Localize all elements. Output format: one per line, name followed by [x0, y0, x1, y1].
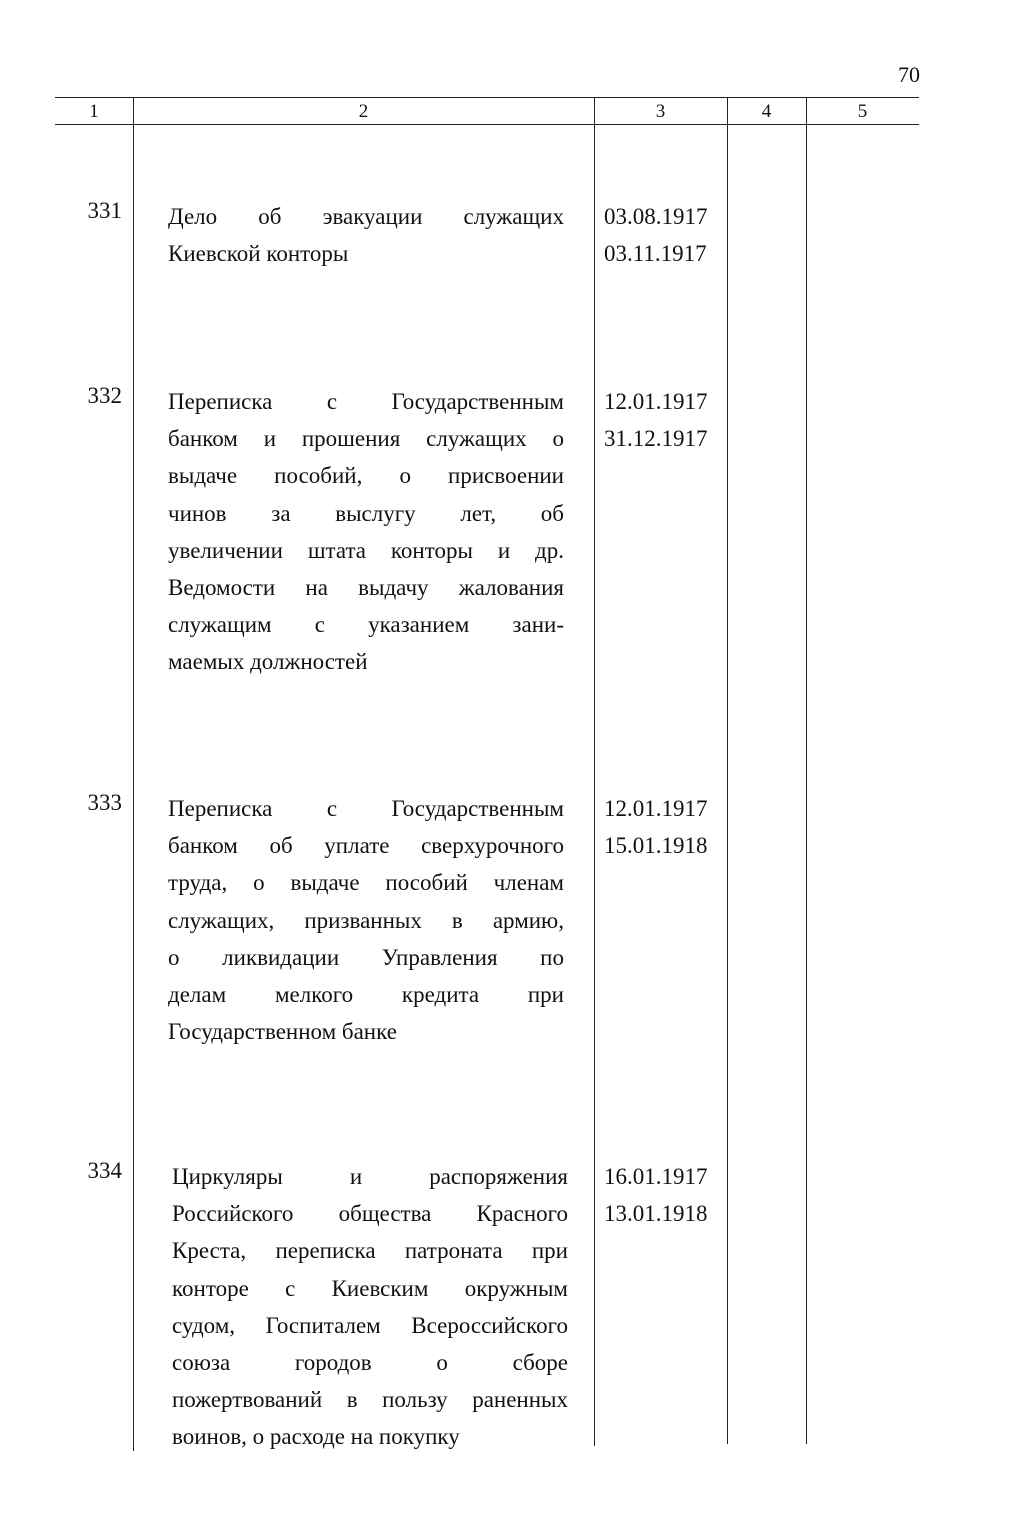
description-line: чинов за выслугу лет, об [168, 500, 564, 526]
description-line: банком об уплате сверхурочного [168, 833, 564, 859]
description-line: банком и прошения служащих о [168, 426, 564, 452]
date-start: 03.08.1917 [604, 204, 708, 229]
description-line: Государственном банке [168, 1019, 397, 1045]
row-description [172, 1158, 568, 1456]
description-line: маемых должностей [168, 649, 368, 675]
date-end: 13.01.1918 [604, 1201, 708, 1227]
description-line: Дело об эвакуации служащих [168, 204, 564, 229]
description-line: выдаче пособий, о присвоении [168, 463, 564, 489]
row-description [168, 383, 564, 681]
column-divider-2-3 [594, 98, 595, 1446]
column-header-2: 2 [358, 101, 369, 122]
row-dates [604, 198, 724, 272]
description-line: конторе с Киевским окружным [172, 1275, 568, 1301]
row-number: 332 [87, 383, 122, 408]
header-bottom-rule [55, 124, 919, 125]
date-end: 15.01.1918 [604, 833, 708, 859]
description-line: Ведомости на выдачу жалования [168, 575, 564, 601]
description-line: служащих, призванных в армию, [168, 907, 564, 933]
column-header-1: 1 [89, 101, 99, 122]
description-line: Российского общества Красного [172, 1201, 568, 1227]
row-dates [604, 1158, 724, 1232]
date-start: 12.01.1917 [604, 389, 708, 414]
description-line: увеличении штата конторы и др. [168, 537, 564, 563]
row-description [168, 198, 564, 272]
date-end: 03.11.1917 [604, 241, 707, 267]
column-header-4: 4 [761, 101, 772, 122]
description-line: воинов, о расходе на покупку [172, 1424, 460, 1450]
description-line: служащим с указанием зани- [168, 612, 564, 638]
row-description [168, 790, 564, 1050]
description-line: Переписка с Государственным [168, 389, 564, 414]
description-line: Киевской конторы [168, 241, 349, 267]
column-divider-1-2 [133, 98, 134, 1451]
date-start: 16.01.1917 [604, 1164, 708, 1189]
description-line: делам мелкого кредита при [168, 982, 564, 1008]
row-dates [604, 383, 724, 457]
row-number: 331 [87, 198, 122, 223]
page-number: 70 [898, 62, 920, 87]
date-start: 12.01.1917 [604, 796, 708, 821]
description-line: труда, о выдаче пособий членам [168, 870, 564, 896]
row-number: 333 [87, 790, 122, 815]
table-top-rule [55, 97, 919, 98]
description-line: пожертвований в пользу раненных [172, 1387, 568, 1413]
column-divider-3-4 [727, 98, 728, 1444]
description-line: Переписка с Государственным [168, 796, 564, 821]
date-end: 31.12.1917 [604, 426, 708, 452]
column-divider-4-5 [806, 98, 807, 1444]
column-header-5: 5 [857, 101, 868, 122]
description-line: о ликвидации Управления по [168, 944, 564, 970]
description-line: союза городов о сборе [172, 1350, 568, 1376]
description-line: судом, Госпиталем Всероссийского [172, 1312, 568, 1338]
row-number: 334 [87, 1158, 122, 1183]
column-header-3: 3 [655, 101, 666, 122]
description-line: Циркуляры и распоряжения [172, 1164, 568, 1189]
row-dates [604, 790, 724, 864]
description-line: Креста, переписка патроната при [172, 1238, 568, 1264]
